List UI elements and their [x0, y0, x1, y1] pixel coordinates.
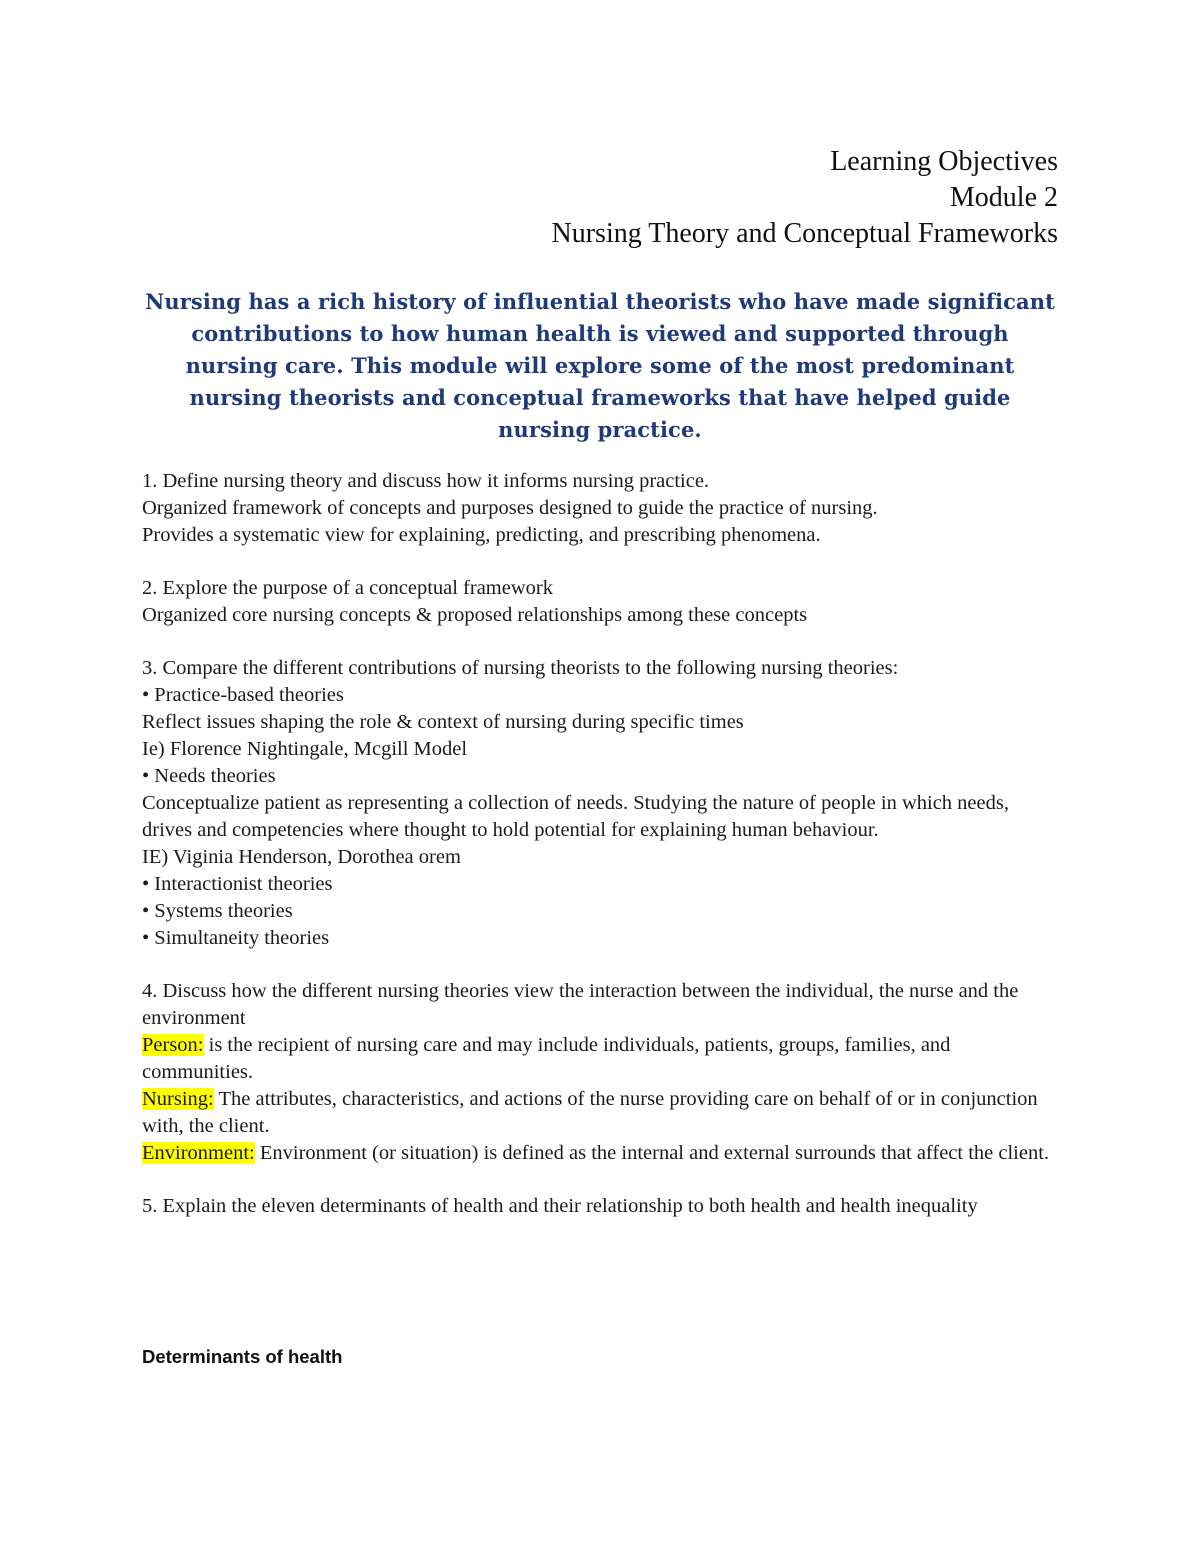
- objective-4-heading: 4. Discuss how the different nursing theories view the interaction between the individual, the nurse and the environment: [142, 980, 1019, 1029]
- environment-definition: [142, 1140, 1058, 1167]
- title-block: [552, 144, 1059, 252]
- objective-1-line-1: Organized framework of concepts and purposes designed to guide the practice of nursing.: [142, 497, 878, 519]
- objective-2-line-1: Organized core nursing concepts & proposed relationships among these concepts: [142, 604, 808, 626]
- practice-theories-bullet: • Practice-based theories: [142, 684, 344, 706]
- needs-theories-desc: Conceptualize patient as representing a collection of needs. Studying the nature of people in which needs, drives and competencies where thought to hold potential for explaining human behaviour.: [142, 792, 1009, 841]
- nursing-definition: [142, 1086, 1058, 1140]
- practice-theories-example: Ie) Florence Nightingale, Mcgill Model: [142, 738, 468, 760]
- environment-text: Environment (or situation) is defined as the internal and external surrounds that affect the client.: [254, 1142, 1050, 1164]
- needs-theories-example: IE) Viginia Henderson, Dorothea orem: [142, 846, 461, 868]
- person-text: is the recipient of nursing care and may include individuals, patients, groups, families, and communities.: [142, 1034, 951, 1083]
- nursing-text: The attributes, characteristics, and actions of the nurse providing care on behalf of or in conjunction with, the client.: [142, 1088, 1038, 1137]
- practice-theories-desc: Reflect issues shaping the role & context of nursing during specific times: [142, 711, 744, 733]
- nursing-label: Nursing:: [142, 1088, 214, 1110]
- systems-theories-bullet: • Systems theories: [142, 900, 293, 922]
- objective-1-heading: 1. Define nursing theory and discuss how it informs nursing practice.: [142, 470, 710, 492]
- simultaneity-theories-bullet: • Simultaneity theories: [142, 927, 330, 949]
- objective-3-heading: 3. Compare the different contributions of nursing theorists to the following nursing theories:: [142, 657, 899, 679]
- objective-5-heading: 5. Explain the eleven determinants of health and their relationship to both health and health inequality: [142, 1195, 978, 1217]
- objectives-body: [142, 468, 1058, 1220]
- objective-1-line-2: Provides a systematic view for explaining, predicting, and prescribing phenomena.: [142, 524, 821, 546]
- needs-theories-bullet: • Needs theories: [142, 765, 276, 787]
- environment-label: Environment:: [142, 1142, 255, 1164]
- title-learning-objectives: Learning Objectives: [830, 146, 1058, 177]
- intro-paragraph: Nursing has a rich history of influential theorists who have made significant contributions to how human health is viewed and supported through nursing care. This module will explore some of the most predominant nursing theorists and conceptual frameworks that have helped guide nursing practice.: [145, 289, 1055, 442]
- title-module-name: Nursing Theory and Conceptual Frameworks: [551, 218, 1058, 249]
- person-definition: [142, 1032, 1058, 1086]
- interactionist-theories-bullet: • Interactionist theories: [142, 873, 333, 895]
- determinants-subheading: Determinants of health: [142, 1346, 343, 1367]
- person-label: Person:: [142, 1034, 204, 1056]
- title-module: Module 2: [949, 182, 1058, 213]
- objective-2-heading: 2. Explore the purpose of a conceptual framework: [142, 577, 553, 599]
